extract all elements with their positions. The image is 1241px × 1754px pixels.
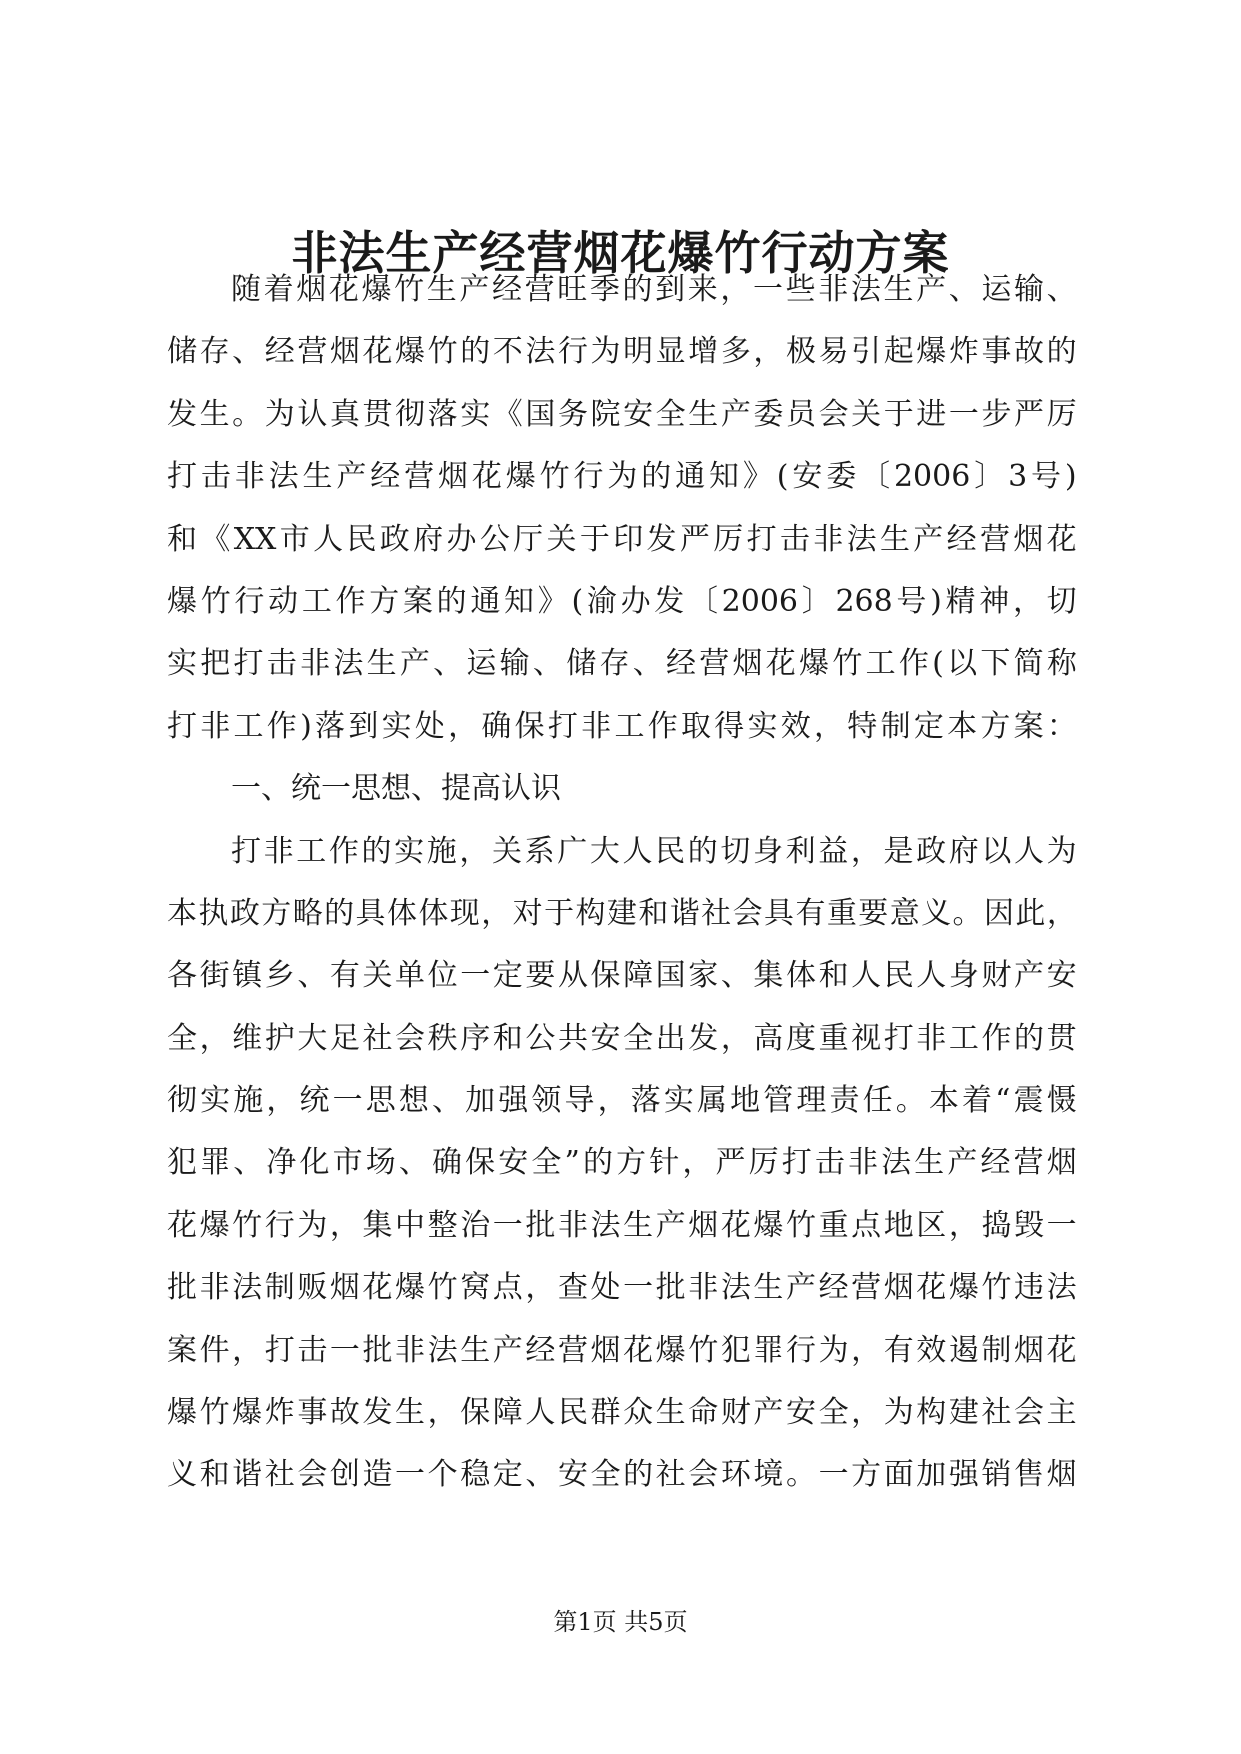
text-line: 一 、 统 一 思 想 、 提 高 认 识	[231, 771, 561, 807]
text-line: 打 非 工 作 的 实 施 ， 关 系 广 大 人 民 的 切 身 利 益 ， 是 政 府 以 人 为	[231, 833, 1077, 869]
text-line: 和 《 XX 市 人 民 政 府 办 公 厅 关 于 印 发 严 厉 打 击 非 法 生 产 经 营 烟 花	[167, 521, 1077, 557]
document-body	[167, 259, 1077, 1507]
text-line: 全 ， 维 护 大 足 社 会 秩 序 和 公 共 安 全 出 发 ， 高 度 重 视 打 非 工 作 的 贯	[167, 1020, 1077, 1056]
text-line: 打 非 工 作 ) 落 到 实 处 ， 确 保 打 非 工 作 取 得 实 效 ， 特 制 定 本 方 案 ：	[167, 708, 1077, 744]
text-line: 本 执 政 方 略 的 具 体 体 现 ， 对 于 构 建 和 谐 社 会 具 有 重 要 意 义 。 因 此 ，	[167, 895, 1077, 931]
text-line: 储 存 、 经 营 烟 花 爆 竹 的 不 法 行 为 明 显 增 多 ， 极 易 引 起 爆 炸 事 故 的	[167, 334, 1077, 370]
text-line: 犯 罪 、 净 化 市 场 、 确 保 安 全 ” 的 方 针 ， 严 厉 打 击 非 法 生 产 经 营 烟	[167, 1145, 1077, 1181]
text-line: 实 把 打 击 非 法 生 产 、 运 输 、 储 存 、 经 营 烟 花 爆 竹 工 作 ( 以 下 简 称	[167, 646, 1077, 682]
text-line: 发 生 。 为 认 真 贯 彻 落 实 《 国 务 院 安 全 生 产 委 员 会 关 于 进 一 步 严 厉	[167, 396, 1077, 432]
document-title: 非法生产经营烟花爆竹行动方案	[291, 226, 950, 280]
text-line: 批 非 法 制 贩 烟 花 爆 竹 窝 点 ， 查 处 一 批 非 法 生 产 经 营 烟 花 爆 竹 违 法	[167, 1270, 1077, 1306]
text-line: 花 爆 竹 行 为 ， 集 中 整 治 一 批 非 法 生 产 烟 花 爆 竹 重 点 地 区 ， 捣 毁 一	[167, 1207, 1077, 1243]
text-line: 义 和 谐 社 会 创 造 一 个 稳 定 、 安 全 的 社 会 环 境 。 一 方 面 加 强 销 售 烟	[167, 1457, 1077, 1493]
text-line: 彻 实 施 ， 统 一 思 想 、 加 强 领 导 ， 落 实 属 地 管 理 责 任 。 本 着 “ 震 慑	[167, 1083, 1077, 1119]
text-line: 案 件 ， 打 击 一 批 非 法 生 产 经 营 烟 花 爆 竹 犯 罪 行 为 ， 有 效 遏 制 烟 花	[167, 1332, 1077, 1368]
page-footer: 第1页 共5页	[553, 1608, 688, 1636]
text-line: 随 着 烟 花 爆 竹 生 产 经 营 旺 季 的 到 来 ， 一 些 非 法 生 产 、 运 输 、	[231, 272, 1077, 307]
text-line: 各 街 镇 乡 、 有 关 单 位 一 定 要 从 保 障 国 家 、 集 体 和 人 民 人 身 财 产 安	[167, 958, 1077, 994]
text-line: 爆 竹 行 动 工 作 方 案 的 通 知 》 ( 渝 办 发 〔 2006 〕 268 号 ) 精 神 ， 切	[167, 583, 1077, 619]
text-line: 爆 竹 爆 炸 事 故 发 生 ， 保 障 人 民 群 众 生 命 财 产 安 全 ， 为 构 建 社 会 主	[167, 1395, 1077, 1431]
text-line: 打 击 非 法 生 产 经 营 烟 花 爆 竹 行 为 的 通 知 》 ( 安 委 〔 2006 〕 3 号 )	[167, 459, 1077, 495]
